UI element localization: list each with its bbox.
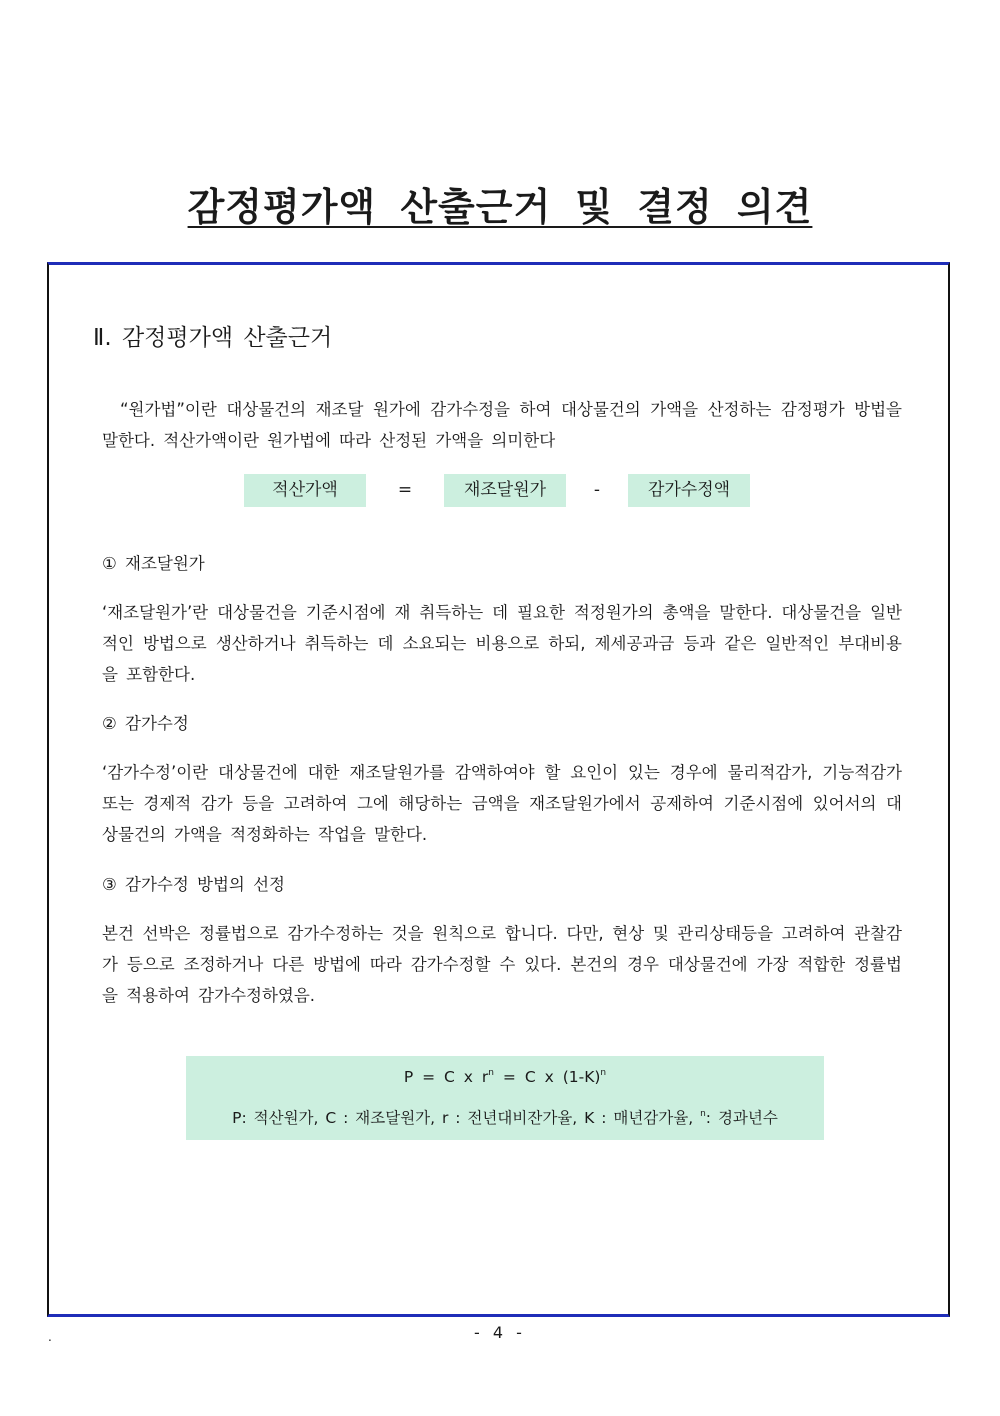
formula-lhs: P = C x r — [403, 1068, 489, 1086]
formula-exponent: n — [488, 1068, 494, 1078]
formula-equals-sign: = — [397, 480, 413, 500]
corner-mark: . — [48, 1330, 52, 1344]
item-body-depreciation-method: 본건 선박은 정률법으로 감가수정하는 것을 원칙으로 합니다. 다만, 현상 및 관리상태등을 고려하여 관찰감가 등으로 조정하거나 다른 방법에 따라 감가수정할 수 있다. 본건의 경우 대상물건에 가장 적합한 정률법을 적용하여 감가수정하였음. — [102, 924, 902, 1005]
formula-term-replacement-cost: 재조달원가 — [444, 474, 566, 507]
formula-middle: = C x (1-K) — [494, 1068, 601, 1086]
legend-suffix: : 경과년수 — [705, 1109, 778, 1127]
section-heading: Ⅱ. 감정평가액 산출근거 — [93, 325, 333, 351]
depreciation-formula — [186, 1065, 824, 1089]
formula-exponent: n — [600, 1068, 607, 1078]
legend-exponent: n — [700, 1109, 706, 1119]
legend-prefix: P: 적산원가, C : 재조달원가, r : 전년대비잔가율, K : 매년감가율, — [232, 1109, 701, 1127]
formula-term-depreciation-amount: 감가수정액 — [628, 474, 750, 507]
item-heading-depreciation-method: ③ 감가수정 방법의 선정 — [102, 875, 285, 894]
formula-term-appraised-value: 적산가액 — [244, 474, 366, 507]
depreciation-formula-legend — [186, 1105, 824, 1131]
page-number: - 4 - — [474, 1323, 526, 1342]
intro-paragraph: “원가법”이란 대상물건의 재조달 원가에 감가수정을 하여 대상물건의 가액을 산정하는 감정평가 방법을 말한다. 적산가액이란 원가법에 따라 산정된 가액을 의미한다 — [102, 400, 902, 450]
document-title: 감정평가액 산출근거 및 결정 의견 — [187, 185, 813, 229]
formula-minus-sign: - — [593, 480, 601, 500]
item-body-depreciation: ‘감가수정’이란 대상물건에 대한 재조달원가를 감액하여야 할 요인이 있는 경우에 물리적감가, 기능적감가 또는 경제적 감가 등을 고려하여 그에 해당하는 금액을 재조달원가에서 공제하여 기준시점에 있어서의 대상물건의 가액을 적정화하는 작업을 말한다. — [102, 763, 902, 844]
depreciation-formula-box — [186, 1056, 824, 1140]
item-body-replacement-cost: ‘재조달원가’란 대상물건을 기준시점에 재 취득하는 데 필요한 적정원가의 총액을 말한다. 대상물건을 일반적인 방법으로 생산하거나 취득하는 데 소요되는 비용으로 하되, 제세공과금 등과 같은 일반적인 부대비용을 포함한다. — [102, 603, 902, 684]
item-heading-replacement-cost: ① 재조달원가 — [102, 554, 205, 573]
item-heading-depreciation: ② 감가수정 — [102, 714, 189, 733]
